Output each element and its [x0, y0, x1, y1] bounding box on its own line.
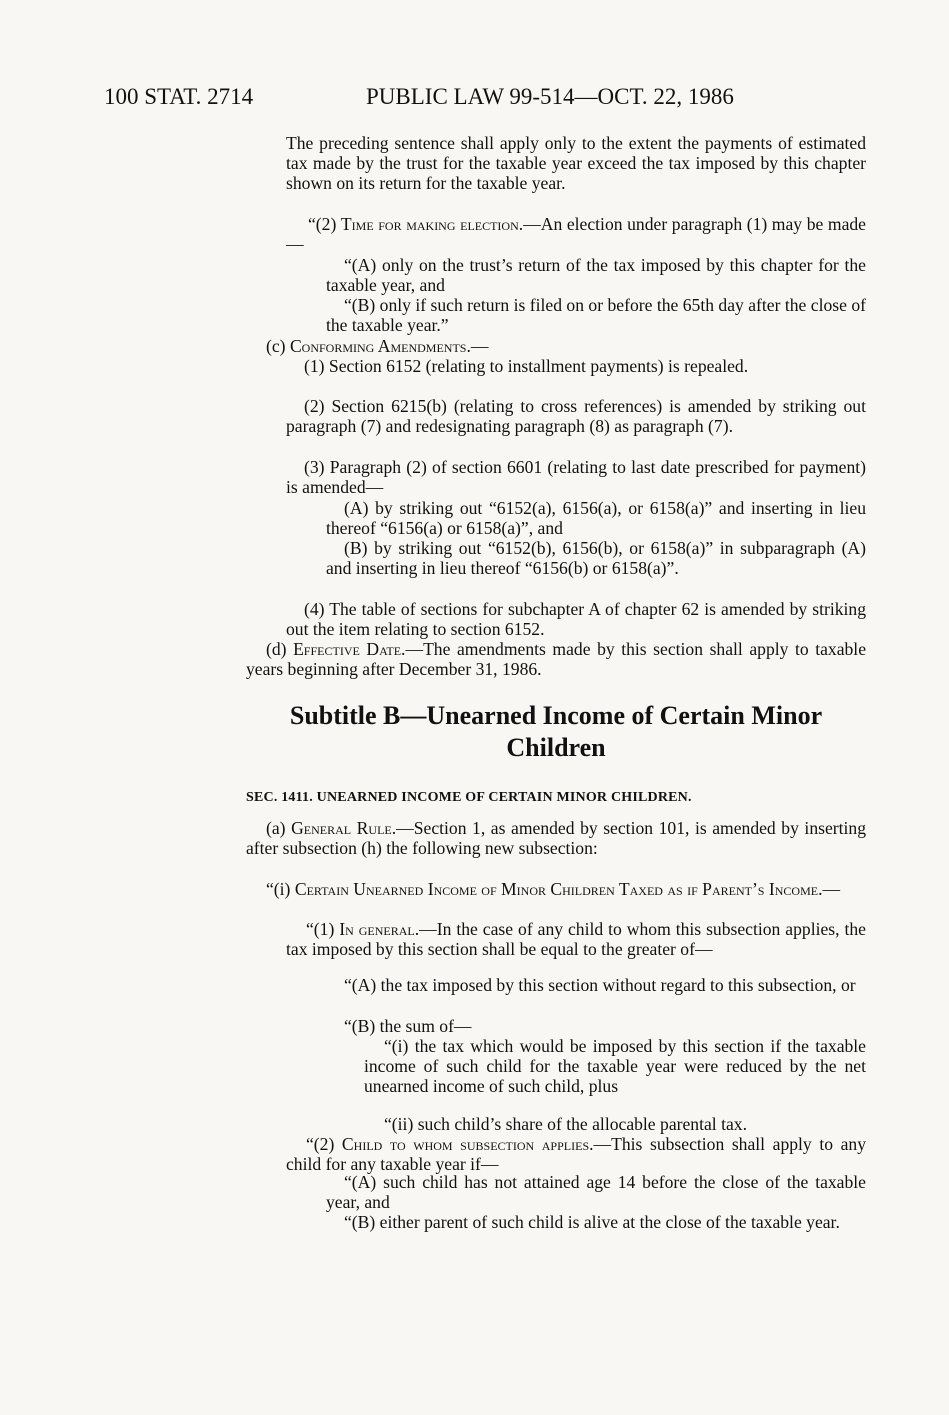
- para-heading: General Rule.: [291, 818, 397, 838]
- paragraph-1b-i: “(i) the tax which would be imposed by this section if the taxable income of such child for the taxable year were reduced by the net unearned income of such child, plus: [364, 1036, 866, 1097]
- paragraph-clause-a: “(A) only on the trust’s return of the tax imposed by this chapter for the taxable year, and: [326, 255, 866, 296]
- paragraph-1a: “(A) the tax imposed by this section without regard to this subsection, or: [344, 975, 856, 995]
- paragraph-1b-ii: “(ii) such child’s share of the allocable parental tax.: [384, 1114, 747, 1134]
- paragraph-amendment-3a: (A) by striking out “6152(a), 6156(a), or 6158(a)” and inserting in lieu thereof “6156(a) or 6158(a)”, and: [326, 498, 866, 539]
- para-text: —An election under paragraph (1) may be made—: [286, 214, 866, 255]
- para-number: “(2): [306, 1134, 342, 1154]
- paragraph-conforming-amendments: [266, 336, 866, 356]
- para-text: —: [822, 879, 841, 899]
- para-number: (c): [266, 336, 290, 356]
- para-text: —Section 1, as amended by section 101, is amended by inserting after subsection (h) the following new subsection:: [246, 818, 866, 859]
- section-title: SEC. 1411. UNEARNED INCOME OF CERTAIN MINOR CHILDREN.: [246, 790, 692, 805]
- para-heading: In general.: [339, 919, 420, 939]
- para-heading: Child to whom subsection applies.: [341, 1134, 594, 1154]
- subtitle-heading: Subtitle B—Unearned Income of Certain Minor Children: [289, 701, 823, 762]
- paragraph-general-rule: [246, 818, 866, 858]
- para-number: “(i): [266, 879, 295, 899]
- paragraph-amendment-3: (3) Paragraph (2) of section 6601 (relating to last date prescribed for payment) is amended—: [286, 457, 866, 498]
- para-text: —In the case of any child to whom this subsection applies, the tax imposed by this section shall be equal to the greater of—: [286, 919, 866, 960]
- para-text: —This subsection shall apply to any child for any taxable year if—: [286, 1134, 866, 1175]
- paragraph-2b: “(B) either parent of such child is alive at the close of the taxable year.: [344, 1212, 840, 1232]
- para-number: (d): [266, 639, 294, 659]
- statute-page-number: 100 STAT. 2714: [104, 84, 254, 109]
- paragraph-2a: “(A) such child has not attained age 14 before the close of the taxable year, and: [326, 1172, 866, 1213]
- para-text: —: [470, 336, 489, 356]
- paragraph-clause-b: “(B) only if such return is filed on or before the 65th day after the close of the taxable year.”: [326, 295, 866, 336]
- para-heading: Conforming Amendments.: [289, 336, 471, 356]
- paragraph-amendment-2: (2) Section 6215(b) (relating to cross references) is amended by striking out paragraph (7) and redesignating paragraph (8) as paragraph (7).: [286, 396, 866, 437]
- para-heading: Effective Date.: [293, 639, 406, 659]
- paragraph-amendment-3b: (B) by striking out “6152(b), 6156(b), or 6158(a)” in subparagraph (A) and inserting in lieu thereof “6156(b) or 6158(a)”.: [326, 538, 866, 579]
- paragraph-effective-date: [246, 639, 866, 679]
- paragraph-amendment-4: (4) The table of sections for subchapter A of chapter 62 is amended by striking out the item relating to section 6152.: [286, 599, 866, 640]
- para-text: —The amendments made by this section shall apply to taxable years beginning after December 31, 1986.: [246, 639, 866, 680]
- para-number: (a): [266, 818, 292, 838]
- paragraph-subsection-i: [246, 879, 866, 899]
- paragraph-amendment-1: (1) Section 6152 (relating to installment payments) is repealed.: [304, 356, 749, 376]
- para-heading: Certain Unearned Income of Minor Children Taxed as if Parent’s Income.: [294, 879, 823, 899]
- paragraph-preceding-sentence: The preceding sentence shall apply only to the extent the payments of estimated tax made by the trust for the taxable year exceed the tax imposed by this chapter shown on its return for the taxable year.: [286, 133, 866, 194]
- public-law-citation: PUBLIC LAW 99-514—OCT. 22, 1986: [366, 84, 734, 109]
- paragraph-1b: “(B) the sum of—: [344, 1016, 472, 1036]
- para-number: “(1): [306, 919, 340, 939]
- paragraph-in-general: [286, 919, 866, 959]
- paragraph-child-applies: [286, 1134, 866, 1174]
- para-heading: Time for making election.: [340, 214, 524, 234]
- para-number: “(2): [308, 214, 341, 234]
- page-header: [104, 84, 889, 118]
- paragraph-time-for-election: [286, 214, 866, 254]
